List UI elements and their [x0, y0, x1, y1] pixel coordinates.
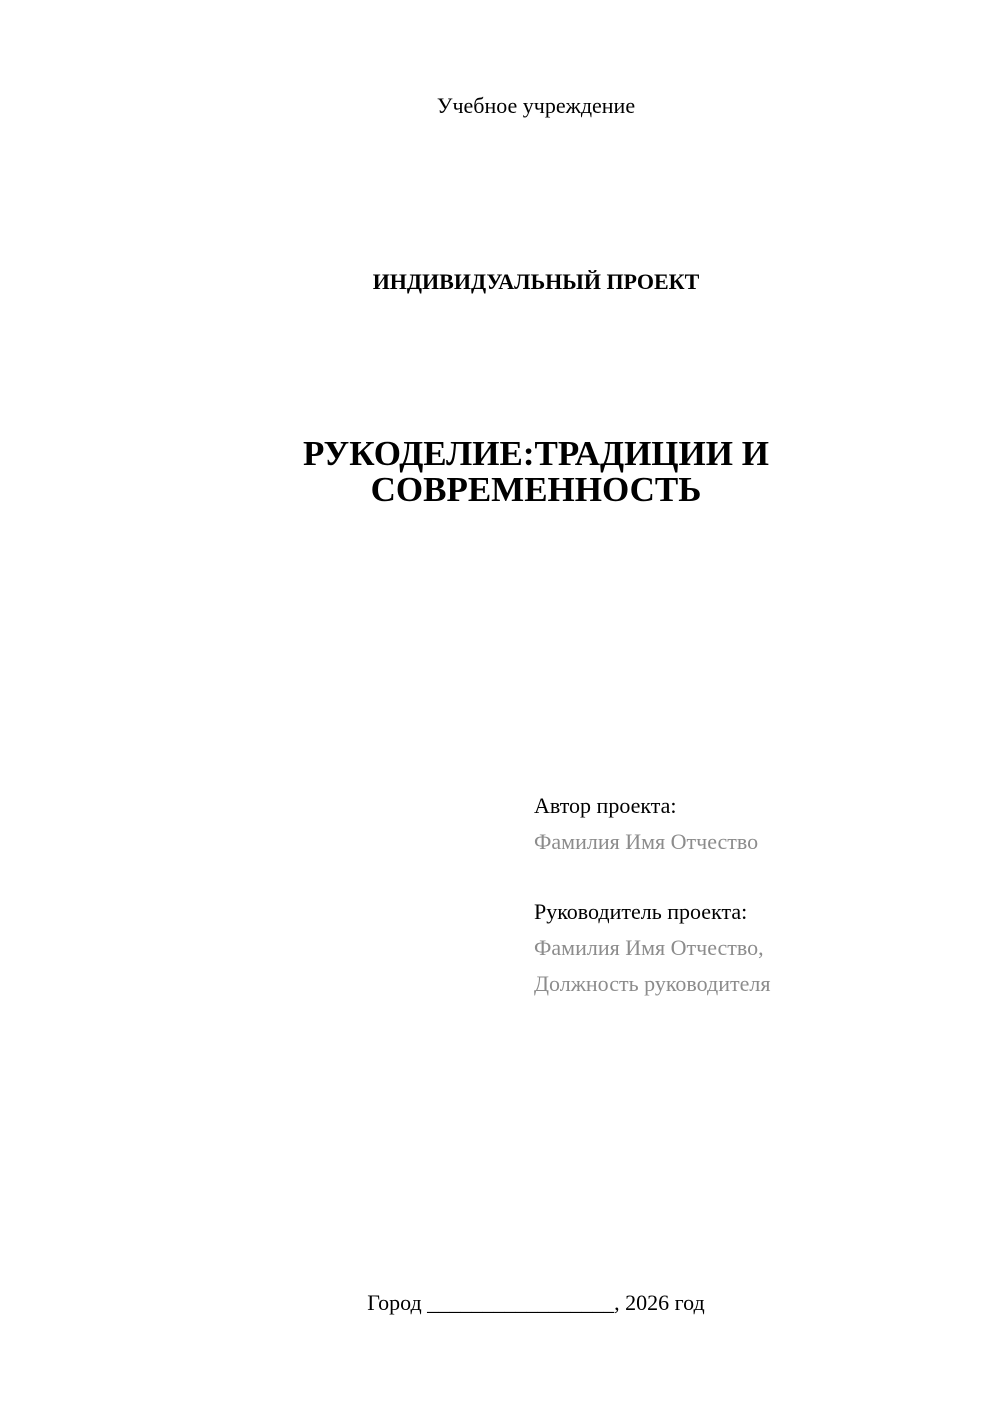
supervisor-position: Должность руководителя — [534, 971, 771, 996]
author-label: Автор проекта: — [534, 793, 677, 818]
institution-name: Учебное учреждение — [436, 93, 636, 118]
info-spacer — [534, 860, 974, 894]
project-type-heading: ИНДИВИДУАЛЬНЫЙ ПРОЕКТ — [372, 269, 700, 294]
project-title-line-1: РУКОДЕЛИЕ:ТРАДИЦИИ И — [303, 434, 769, 473]
supervisor-label: Руководитель проекта: — [534, 899, 748, 924]
project-info-block — [534, 788, 974, 1002]
supervisor-name: Фамилия Имя Отчество, — [534, 935, 764, 960]
city-year-footer: Город _________________, 2026 год — [367, 1290, 705, 1315]
project-title — [0, 436, 1000, 508]
author-name: Фамилия Имя Отчество — [534, 829, 759, 854]
project-title-line-2: СОВРЕМЕННОСТЬ — [370, 470, 702, 509]
